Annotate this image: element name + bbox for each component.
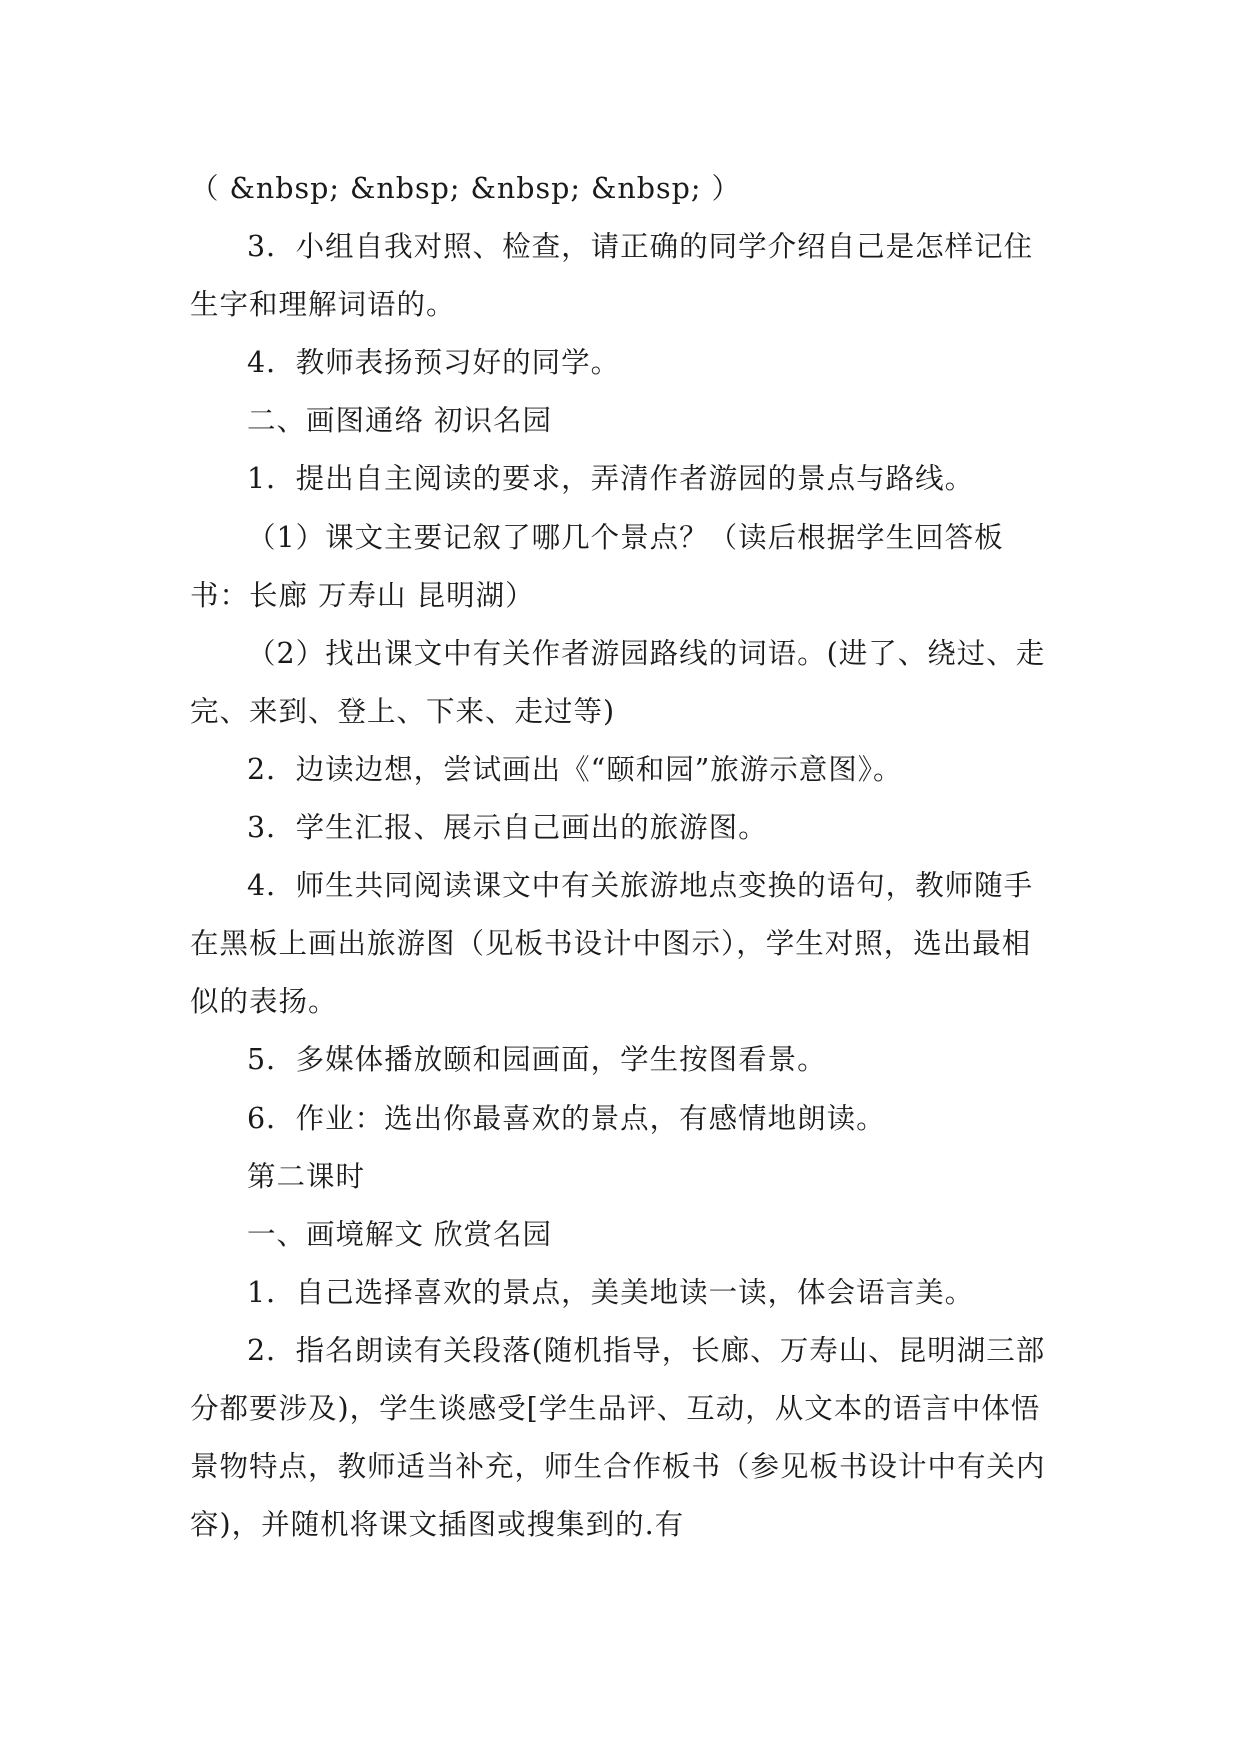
entity-placeholder-line: （ &nbsp; &nbsp; &nbsp; &nbsp; ） [190,172,742,205]
paragraph-homework: 6．作业：选出你最喜欢的景点，有感情地朗读。 [247,1101,886,1135]
paragraph-step-3: 3．小组自我对照、检查，请正确的同学介绍自己是怎样记住生字和理解词语的。 [190,230,1034,322]
paragraph-named-reading: 2．指名朗读有关段落(随机指导，长廊、万寿山、昆明湖三部分都要涉及)，学生谈感受[学生品评、互动，从文本的语言中体悟景物特点，教师适当补充，师生合作板书（参见板书设计中有关内容)，并随机将课文插图或搜集到的.有 [190,1333,1046,1542]
paragraph-question-1: （1）课文主要记叙了哪几个景点？（读后根据学生回答板书：长廊 万寿山 昆明湖） [190,520,1004,612]
paragraph-multimedia: 5．多媒体播放颐和园画面，学生按图看景。 [247,1043,827,1077]
paragraph-reading-requirement: 1．提出自主阅读的要求，弄清作者游园的景点与路线。 [247,462,975,496]
paragraph-step-4: 4．教师表扬预习好的同学。 [247,346,621,380]
section-heading-2: 二、画图通络 初识名园 [247,404,553,438]
paragraph-draw-map: 2．边读边想，尝试画出《“颐和园”旅游示意图》。 [247,752,903,786]
document-body [190,160,1060,1554]
section-heading-1: 一、画境解文 欣赏名园 [247,1217,553,1251]
paragraph-question-2: （2）找出课文中有关作者游园路线的词语。(进了、绕过、走完、来到、登上、下来、走过等) [190,636,1046,728]
paragraph-shared-reading: 4．师生共同阅读课文中有关旅游地点变换的语句，教师随手在黑板上画出旅游图（见板书设计中图示），学生对照，选出最相似的表扬。 [190,869,1034,1019]
paragraph-student-report: 3．学生汇报、展示自己画出的旅游图。 [247,811,768,845]
paragraph-choose-scenery: 1．自己选择喜欢的景点，美美地读一读，体会语言美。 [247,1275,975,1309]
lesson-heading: 第二课时 [247,1159,366,1193]
